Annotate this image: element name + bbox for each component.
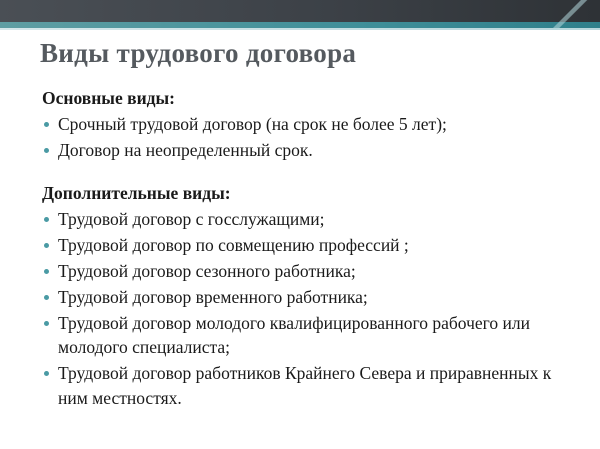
list-item [42, 112, 582, 137]
bullet-icon [44, 371, 49, 376]
section-heading-main: Основные виды: [42, 88, 175, 108]
list-item-text: Трудовой договор с госслужащими; [58, 208, 325, 229]
list-additional [42, 207, 582, 411]
list-item-text: Срочный трудовой договор (на срок не более 5 лет); [58, 114, 447, 134]
bullet-icon [44, 321, 49, 326]
header-bar [0, 0, 600, 22]
bullet-icon [44, 217, 49, 222]
bullet-icon [44, 295, 49, 300]
header-accent-line [0, 28, 600, 30]
bullet-icon [44, 122, 49, 127]
list-item [42, 285, 582, 310]
list-item-text: Трудовой договор по совмещению профессий ; [58, 234, 409, 255]
list-item [42, 138, 582, 163]
bullet-icon [44, 269, 49, 274]
list-item-text: Договор на неопределенный срок. [58, 140, 313, 160]
list-item [42, 207, 582, 232]
bullet-icon [44, 243, 49, 248]
bullet-icon [44, 148, 49, 153]
slide-content [42, 86, 582, 412]
section-heading-additional: Дополнительные виды: [42, 182, 231, 203]
list-item-text: Трудовой договор сезонного работника; [58, 260, 356, 281]
list-item-text: Трудовой договор работников Крайнего Севера и приравненных к ним местностях. [58, 363, 552, 408]
header-corner-decoration [540, 0, 600, 30]
list-item [42, 233, 582, 258]
list-item-text: Трудовой договор временного работника; [58, 286, 368, 307]
list-item [42, 259, 582, 284]
slide-title: Виды трудового договора [40, 38, 357, 68]
list-main [42, 112, 582, 163]
list-item [42, 361, 582, 410]
list-item-text: Трудовой договор молодого квалифицированного рабочего или молодого специалиста; [58, 312, 530, 357]
list-item [42, 311, 582, 360]
